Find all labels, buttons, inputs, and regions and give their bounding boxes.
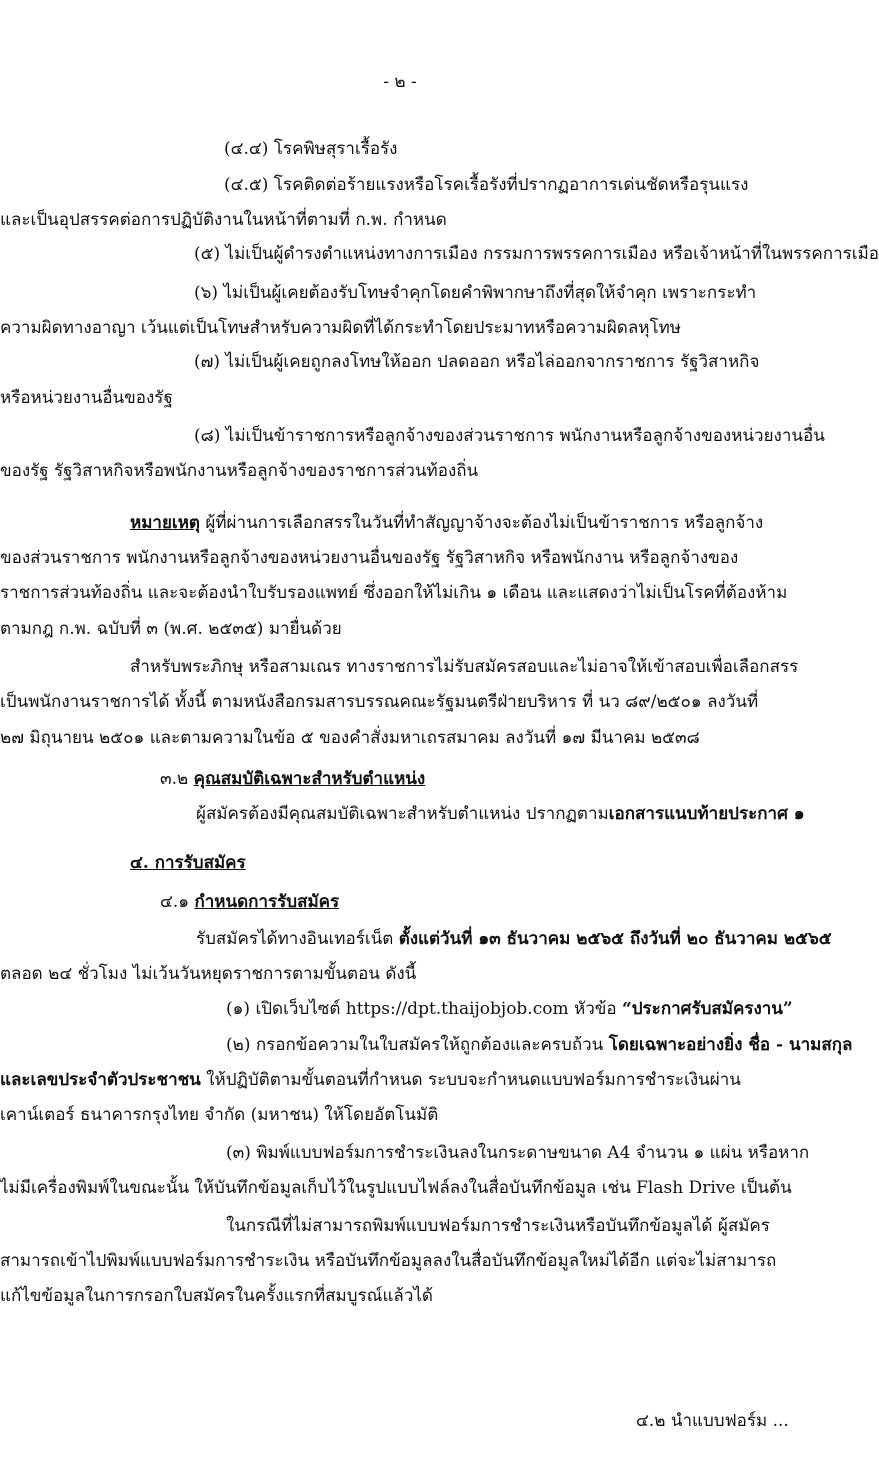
section-4-title: ๔. การรับสมัคร	[130, 853, 246, 873]
application-period-a: รับสมัครได้ทางอินเทอร์เน็ต	[196, 929, 399, 949]
section-3-2-number: ๓.๒	[160, 769, 189, 789]
monk-para-cont-1: เป็นพนักงานราชการได้ ทั้งนี้ ตามหนังสือกรมสารบรรณคณะรัฐมนตรีฝ่ายบริหาร ที่ นว ๘๙/๒๕๐๑ ลงวันที่	[0, 692, 759, 712]
application-period	[196, 927, 832, 951]
item-5: (๕) ไม่เป็นผู้ดำรงตำแหน่งทางการเมือง กรรมการพรรคการเมือง หรือเจ้าหน้าที่ในพรรคการเมือ	[194, 244, 879, 264]
application-period-cont: ตลอด ๒๔ ชั่วโมง ไม่เว้นวันหยุดราชการตามขั้นตอน ดังนี้	[0, 964, 417, 984]
item-4-5-cont: และเป็นอุปสรรคต่อการปฏิบัติงานในหน้าที่ตามที่ ก.พ. กำหนด	[0, 210, 447, 230]
section-4-heading	[130, 851, 246, 875]
step-3-cont-1: ไม่มีเครื่องพิมพ์ในขณะนั้น ให้บันทึกข้อมูลเก็บไว้ในรูปแบบไฟล์ลงในสื่อบันทึกข้อมูล เช่น Flash Drive เป็นต้น	[0, 1178, 792, 1198]
step-2	[226, 1033, 852, 1057]
step-2-cont-text: ให้ปฏิบัติตามขั้นตอนที่กำหนด ระบบจะกำหนดแบบฟอร์มการชำระเงินผ่าน	[200, 1070, 741, 1090]
monk-para-cont-2: ๒๗ มิถุนายน ๒๕๐๑ และตามความในข้อ ๕ ของคำสั่งมหาเถรสมาคม ลงวันที่ ๑๗ มีนาคม ๒๕๓๘	[0, 728, 700, 748]
item-4-5: (๔.๕) โรคติดต่อร้ายแรงหรือโรคเรื้อรังที่ปรากฏอาการเด่นชัดหรือรุนแรง	[224, 175, 749, 195]
monk-para: สำหรับพระภิกษุ หรือสามเณร ทางราชการไม่รับสมัครสอบและไม่อาจให้เข้าสอบเพื่อเลือกสรร	[130, 657, 799, 677]
section-4-1-heading	[160, 890, 339, 914]
section-4-1-number: ๔.๑	[160, 892, 190, 912]
item-4-4: (๔.๔) โรคพิษสุราเรื้อรัง	[224, 139, 398, 159]
page-number: - ๒ -	[383, 72, 417, 92]
item-7-cont: หรือหน่วยงานอื่นของรัฐ	[0, 388, 173, 408]
continuation-note: ๔.๒ นำแบบฟอร์ม ...	[636, 1411, 789, 1431]
section-3-2-heading	[160, 767, 425, 791]
item-8-cont: ของรัฐ รัฐวิสาหกิจหรือพนักงานหรือลูกจ้างของราชการส่วนท้องถิ่น	[0, 461, 479, 481]
step-2-cont-1	[0, 1068, 741, 1092]
note-cont-2: ราชการส่วนท้องถิ่น และจะต้องนำใบรับรองแพทย์ ซึ่งออกให้ไม่เกิน ๑ เดือน และแสดงว่าไม่เป็นโรคที่ต้องห้าม	[0, 583, 788, 603]
step-2-emphasis: โดยเฉพาะอย่างยิ่ง ชื่อ - นามสกุล	[608, 1035, 853, 1055]
application-dates: ตั้งแต่วันที่ ๑๓ ธันวาคม ๒๕๖๕ ถึงวันที่ ๒๐ ธันวาคม ๒๕๖๕	[398, 929, 832, 949]
item-6-cont: ความผิดทางอาญา เว้นแต่เป็นโทษสำหรับความผิดที่ได้กระทำโดยประมาทหรือความผิดลหุโทษ	[0, 318, 682, 338]
note-line	[130, 511, 763, 535]
step-3-para-cont-2: แก้ไขข้อมูลในการกรอกใบสมัครในครั้งแรกที่สมบูรณ์แล้วได้	[0, 1286, 433, 1306]
step-2-text: (๒) กรอกข้อความในใบสมัครให้ถูกต้องและครบถ้วน	[226, 1035, 609, 1055]
step-2-cont-2: เคาน์เตอร์ ธนาคารกรุงไทย จำกัด (มหาชน) ให้โดยอัตโนมัติ	[0, 1105, 439, 1125]
section-3-2-text	[196, 802, 805, 826]
step-3-para-cont-1: สามารถเข้าไปพิมพ์แบบฟอร์มการชำระเงิน หรือบันทึกข้อมูลลงในสื่อบันทึกข้อมูลใหม่ได้อีก แต่จะไม่สามารถ	[0, 1251, 777, 1271]
step-3: (๓) พิมพ์แบบฟอร์มการชำระเงินลงในกระดาษขนาด A4 จำนวน ๑ แผ่น หรือหาก	[226, 1143, 810, 1163]
item-7: (๗) ไม่เป็นผู้เคยถูกลงโทษให้ออก ปลดออก หรือไล่ออกจากราชการ รัฐวิสาหกิจ	[194, 352, 760, 372]
note-cont-3: ตามกฎ ก.พ. ฉบับที่ ๓ (พ.ศ. ๒๕๓๕) มายื่นด้วย	[0, 619, 342, 639]
item-8: (๘) ไม่เป็นข้าราชการหรือลูกจ้างของส่วนราชการ พนักงานหรือลูกจ้างของหน่วยงานอื่น	[194, 426, 825, 446]
step-3-para: ในกรณีที่ไม่สามารถพิมพ์แบบฟอร์มการชำระเงินหรือบันทึกข้อมูลได้ ผู้สมัคร	[226, 1216, 770, 1236]
section-3-2-title: คุณสมบัติเฉพาะสำหรับตำแหน่ง	[193, 769, 426, 789]
step-1	[226, 997, 793, 1021]
step-1-topic: “ประกาศรับสมัครงาน”	[621, 999, 793, 1019]
section-4-1-title: กำหนดการรับสมัคร	[194, 892, 340, 912]
section-3-2-text-a: ผู้สมัครต้องมีคุณสมบัติเฉพาะสำหรับตำแหน่ง ปรากฏตาม	[196, 804, 609, 824]
step-2-emphasis-cont: และเลขประจำตัวประชาชน	[0, 1070, 201, 1090]
note-label: หมายเหตุ	[130, 513, 200, 533]
step-1-text: (๑) เปิดเว็บไซต์ https://dpt.thaijobjob.com หัวข้อ	[226, 999, 622, 1019]
note-text: ผู้ที่ผ่านการเลือกสรรในวันที่ทำสัญญาจ้างจะต้องไม่เป็นข้าราชการ หรือลูกจ้าง	[205, 513, 764, 533]
item-6: (๖) ไม่เป็นผู้เคยต้องรับโทษจำคุกโดยคำพิพากษาถึงที่สุดให้จำคุก เพราะกระทำ	[194, 283, 757, 303]
attachment-reference: เอกสารแนบท้ายประกาศ ๑	[608, 804, 805, 824]
note-cont-1: ของส่วนราชการ พนักงานหรือลูกจ้างของหน่วยงานอื่นของรัฐ รัฐวิสาหกิจ หรือพนักงาน หรือลูกจ้างของ	[0, 548, 739, 568]
